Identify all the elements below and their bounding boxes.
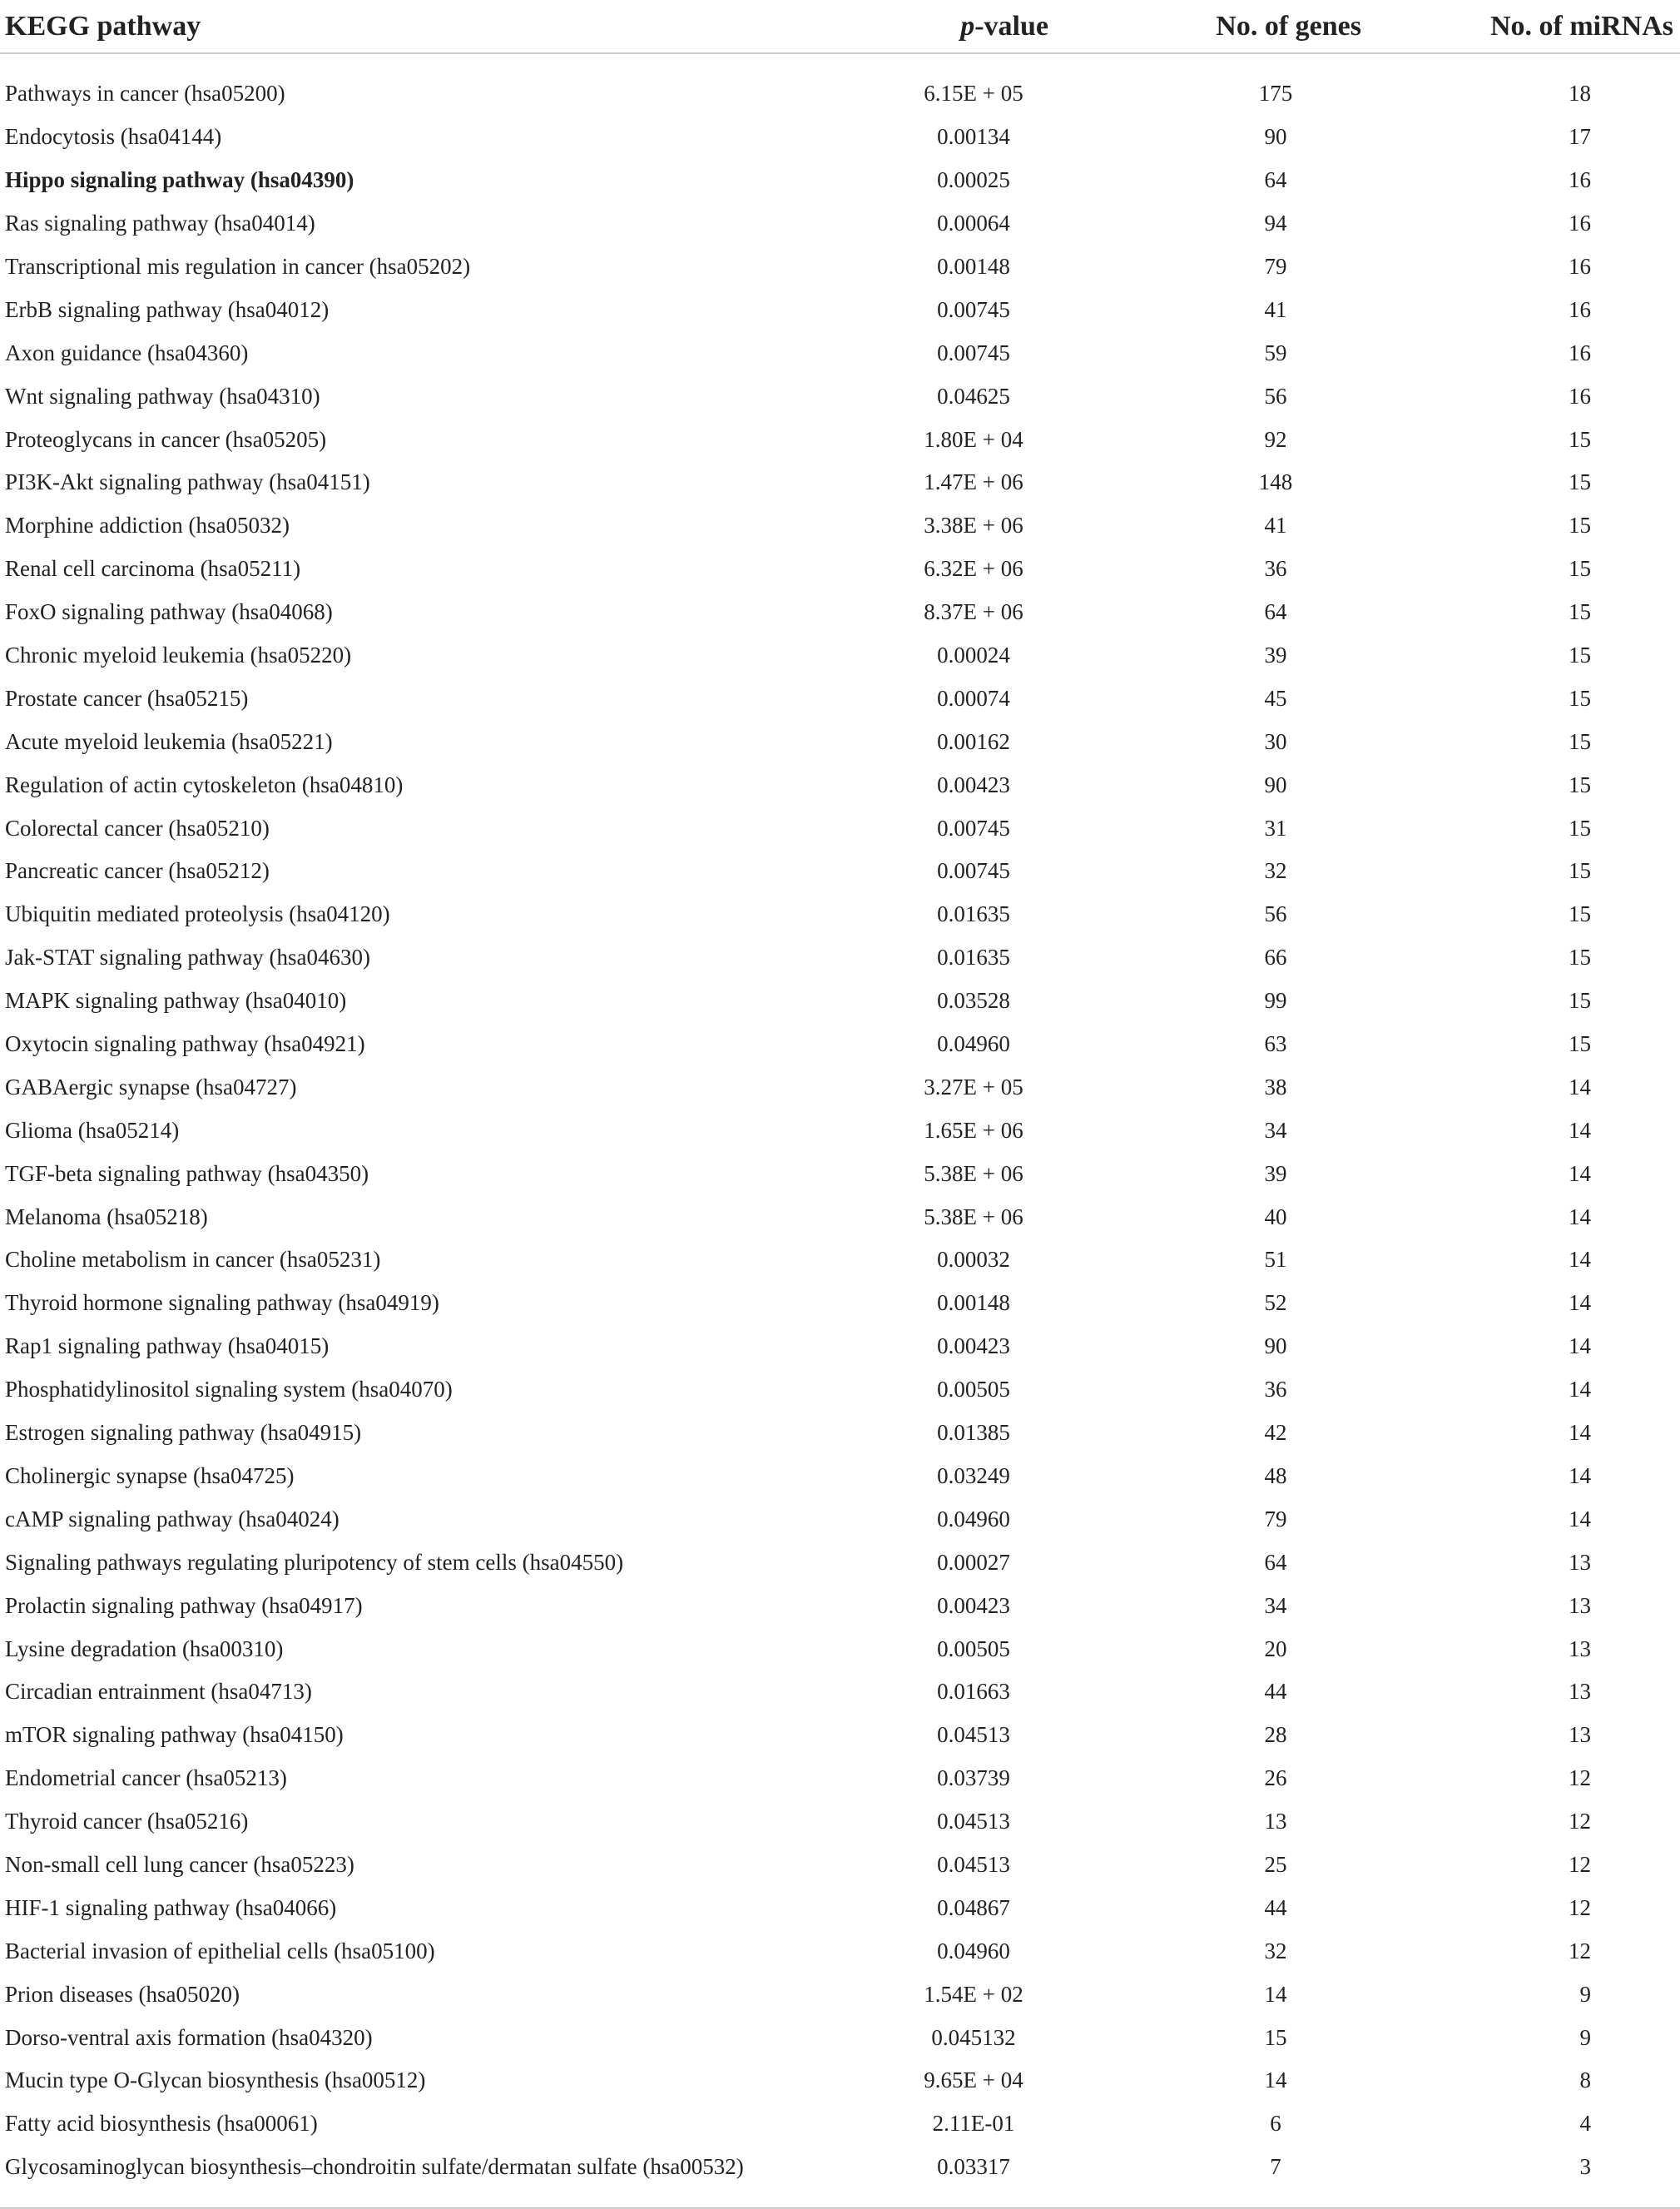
pathway-cell: Ras signaling pathway (hsa04014) (5, 211, 315, 236)
table-row (0, 2146, 1680, 2189)
pathway-cell: Signaling pathways regulating pluripotency of stem cells (hsa04550) (5, 1549, 624, 1575)
table-row (0, 980, 1680, 1023)
p-value-cell: 0.00745 (937, 296, 1010, 322)
gene-count-cell: 48 (1264, 1462, 1287, 1488)
mirna-count-cell: 14 (1568, 1117, 1591, 1143)
gene-count-cell: 41 (1264, 296, 1287, 322)
table-row (0, 1714, 1680, 1757)
gene-count-cell: 39 (1264, 1160, 1287, 1186)
table-row (0, 1929, 1680, 1973)
gene-count-cell: 56 (1264, 901, 1287, 927)
table-row (0, 1844, 1680, 1887)
p-value-cell: 0.00025 (937, 167, 1010, 193)
table-row (0, 504, 1680, 548)
pathway-cell: Estrogen signaling pathway (hsa04915) (5, 1420, 362, 1446)
gene-count-cell: 51 (1264, 1247, 1287, 1273)
p-value-cell: 2.11E-01 (932, 2111, 1015, 2137)
p-value-cell: 0.04513 (937, 1851, 1010, 1877)
table-header (0, 0, 1680, 53)
gene-count-cell: 64 (1264, 599, 1287, 625)
mirna-count-cell: 15 (1568, 1031, 1591, 1057)
gene-count-cell: 32 (1264, 858, 1287, 884)
mirna-count-cell: 15 (1568, 728, 1591, 754)
mirna-count-cell: 15 (1568, 901, 1591, 927)
header-no-of-genes: No. of genes (1073, 0, 1378, 53)
p-value-cell: 3.27E + 05 (924, 1074, 1023, 1100)
pathway-cell: TGF-beta signaling pathway (hsa04350) (5, 1160, 369, 1186)
pathway-cell: Non-small cell lung cancer (hsa05223) (5, 1851, 354, 1877)
mirna-count-cell: 14 (1568, 1247, 1591, 1273)
pathway-cell: Thyroid cancer (hsa05216) (5, 1809, 249, 1834)
mirna-count-cell: 15 (1568, 685, 1591, 711)
p-value-cell: 0.00423 (937, 772, 1010, 797)
table-row (0, 72, 1680, 116)
gene-count-cell: 175 (1258, 81, 1293, 107)
table-row (0, 548, 1680, 591)
pathway-cell: Jak-STAT signaling pathway (hsa04630) (5, 945, 371, 970)
p-value-cell: 0.00162 (937, 728, 1010, 754)
table-row (0, 1541, 1680, 1584)
table-row (0, 2016, 1680, 2059)
pathway-cell: Rap1 signaling pathway (hsa04015) (5, 1333, 330, 1359)
mirna-count-cell: 15 (1568, 599, 1591, 625)
mirna-count-cell: 16 (1568, 340, 1591, 365)
pathway-cell: Pathways in cancer (hsa05200) (5, 81, 285, 107)
pathway-cell: Chronic myeloid leukemia (hsa05220) (5, 643, 352, 668)
pathway-cell: Transcriptional mis regulation in cancer (hsa05202) (5, 254, 471, 279)
pathway-cell: MAPK signaling pathway (hsa04010) (5, 988, 347, 1014)
pathway-cell: Colorectal cancer (hsa05210) (5, 815, 270, 841)
pathway-cell: Endocytosis (hsa04144) (5, 124, 222, 150)
p-value-cell: 0.00064 (937, 211, 1010, 236)
table-row (0, 1152, 1680, 1195)
p-value-cell: 1.80E + 04 (924, 426, 1023, 452)
table-row (0, 2059, 1680, 2102)
table-row (0, 1627, 1680, 1670)
pathway-cell: Axon guidance (hsa04360) (5, 340, 249, 365)
p-value-cell: 0.01635 (937, 945, 1010, 970)
gene-count-cell: 20 (1264, 1636, 1287, 1661)
table-row (0, 331, 1680, 375)
mirna-count-cell: 15 (1568, 426, 1591, 452)
pathway-cell: Proteoglycans in cancer (hsa05205) (5, 426, 327, 452)
gene-count-cell: 41 (1264, 513, 1287, 539)
p-value-cell: 5.38E + 06 (924, 1204, 1023, 1229)
header-p-value (840, 0, 1073, 53)
p-value-cell: 6.32E + 06 (924, 556, 1023, 582)
pathway-cell: Phosphatidylinositol signaling system (hsa04070) (5, 1377, 453, 1402)
table-row (0, 1109, 1680, 1152)
pathway-cell: Ubiquitin mediated proteolysis (hsa04120) (5, 901, 390, 927)
p-value-cell: 5.38E + 06 (924, 1160, 1023, 1186)
table-row (0, 1368, 1680, 1412)
pathway-cell: Thyroid hormone signaling pathway (hsa04919) (5, 1290, 439, 1316)
p-value-cell: 0.01663 (937, 1679, 1010, 1705)
pathway-cell: HIF-1 signaling pathway (hsa04066) (5, 1894, 337, 1920)
gene-count-cell: 44 (1264, 1679, 1287, 1705)
gene-count-cell: 66 (1264, 945, 1287, 970)
gene-count-cell: 14 (1264, 2068, 1287, 2093)
gene-count-cell: 32 (1264, 1938, 1287, 1963)
table-row (0, 763, 1680, 807)
gene-count-cell: 39 (1264, 643, 1287, 668)
gene-count-cell: 30 (1264, 728, 1287, 754)
pathway-cell: Bacterial invasion of epithelial cells (hsa05100) (5, 1938, 435, 1963)
gene-count-cell: 56 (1264, 383, 1287, 409)
mirna-count-cell: 15 (1568, 772, 1591, 797)
spacer-row (0, 2189, 1680, 2208)
table-row (0, 1195, 1680, 1239)
mirna-count-cell: 16 (1568, 383, 1591, 409)
p-value-cell: 3.38E + 06 (924, 513, 1023, 539)
gene-count-cell: 26 (1264, 1765, 1287, 1791)
table-row (0, 375, 1680, 418)
pathway-cell: Circadian entrainment (hsa04713) (5, 1679, 312, 1705)
table-row (0, 1023, 1680, 1066)
gene-count-cell: 99 (1264, 988, 1287, 1014)
p-value-cell: 0.00423 (937, 1333, 1010, 1359)
pathway-cell: Dorso-ventral axis formation (hsa04320) (5, 2024, 373, 2050)
table-row (0, 246, 1680, 289)
p-value-cell: 0.00423 (937, 1592, 1010, 1618)
gene-count-cell: 79 (1264, 1506, 1287, 1531)
gene-count-cell: 31 (1264, 815, 1287, 841)
p-value-cell: 0.045132 (931, 2024, 1016, 2050)
mirna-count-cell: 4 (1579, 2111, 1591, 2137)
p-value-cell: 0.04867 (937, 1894, 1010, 1920)
p-value-cell: 0.04513 (937, 1722, 1010, 1748)
p-value-cell: 0.00745 (937, 858, 1010, 884)
p-value-cell: 0.00032 (937, 1247, 1010, 1273)
pathway-cell: cAMP signaling pathway (hsa04024) (5, 1506, 339, 1531)
table-row (0, 461, 1680, 504)
mirna-count-cell: 14 (1568, 1204, 1591, 1229)
mirna-count-cell: 15 (1568, 643, 1591, 668)
gene-count-cell: 14 (1264, 1981, 1287, 2007)
mirna-count-cell: 12 (1568, 1765, 1591, 1791)
gene-count-cell: 15 (1264, 2024, 1287, 2050)
header-p-italic: p (960, 10, 975, 42)
pathway-cell: Fatty acid biosynthesis (hsa00061) (5, 2111, 318, 2137)
p-value-cell: 0.04960 (937, 1506, 1010, 1531)
header-no-of-mirnas: No. of miRNAs (1378, 0, 1680, 53)
pathway-cell: Lysine degradation (hsa00310) (5, 1636, 284, 1661)
p-value-cell: 0.04960 (937, 1031, 1010, 1057)
table-row (0, 1497, 1680, 1541)
table-row (0, 202, 1680, 246)
gene-count-cell: 44 (1264, 1894, 1287, 1920)
mirna-count-cell: 14 (1568, 1506, 1591, 1531)
mirna-count-cell: 15 (1568, 815, 1591, 841)
pathway-cell: Choline metabolism in cancer (hsa05231) (5, 1247, 381, 1273)
spacer-row (0, 53, 1680, 72)
mirna-count-cell: 18 (1568, 81, 1591, 107)
gene-count-cell: 64 (1264, 167, 1287, 193)
gene-count-cell: 45 (1264, 685, 1287, 711)
table-row (0, 893, 1680, 936)
gene-count-cell: 64 (1264, 1549, 1287, 1575)
pathway-cell: Hippo signaling pathway (hsa04390) (5, 167, 354, 193)
gene-count-cell: 6 (1270, 2111, 1281, 2137)
table-row (0, 288, 1680, 331)
table-row (0, 936, 1680, 980)
mirna-count-cell: 13 (1568, 1592, 1591, 1618)
p-value-cell: 0.04625 (937, 383, 1010, 409)
p-value-cell: 9.65E + 04 (924, 2068, 1023, 2093)
gene-count-cell: 28 (1264, 1722, 1287, 1748)
mirna-count-cell: 12 (1568, 1938, 1591, 1963)
table-row (0, 1886, 1680, 1929)
table-row (0, 1800, 1680, 1844)
table-row (0, 591, 1680, 634)
p-value-cell: 0.03249 (937, 1462, 1010, 1488)
pathway-cell: Regulation of actin cytoskeleton (hsa04810) (5, 772, 404, 797)
mirna-count-cell: 15 (1568, 988, 1591, 1014)
pathway-cell: Endometrial cancer (hsa05213) (5, 1765, 287, 1791)
mirna-count-cell: 14 (1568, 1420, 1591, 1446)
table-body (0, 53, 1680, 2208)
pathway-cell: Mucin type O-Glycan biosynthesis (hsa00512) (5, 2068, 426, 2093)
gene-count-cell: 63 (1264, 1031, 1287, 1057)
mirna-count-cell: 12 (1568, 1851, 1591, 1877)
p-value-cell: 0.00745 (937, 340, 1010, 365)
gene-count-cell: 40 (1264, 1204, 1287, 1229)
mirna-count-cell: 8 (1579, 2068, 1591, 2093)
p-value-cell: 0.00505 (937, 1636, 1010, 1661)
pathway-cell: Prolactin signaling pathway (hsa04917) (5, 1592, 363, 1618)
table-row (0, 1239, 1680, 1282)
pathway-cell: Glioma (hsa05214) (5, 1117, 180, 1143)
p-value-cell: 0.00024 (937, 643, 1010, 668)
mirna-count-cell: 14 (1568, 1160, 1591, 1186)
p-value-cell: 1.54E + 02 (924, 1981, 1023, 2007)
mirna-count-cell: 13 (1568, 1679, 1591, 1705)
gene-count-cell: 94 (1264, 211, 1287, 236)
p-value-cell: 0.04513 (937, 1809, 1010, 1834)
gene-count-cell: 90 (1264, 1333, 1287, 1359)
table-row (0, 1282, 1680, 1325)
gene-count-cell: 92 (1264, 426, 1287, 452)
table-row (0, 116, 1680, 159)
mirna-count-cell: 12 (1568, 1809, 1591, 1834)
gene-count-cell: 38 (1264, 1074, 1287, 1100)
p-value-cell: 0.00134 (937, 124, 1010, 150)
p-value-cell: 0.00745 (937, 815, 1010, 841)
pathway-cell: Glycosaminoglycan biosynthesis–chondroitin sulfate/dermatan sulfate (hsa00532) (5, 2154, 744, 2180)
gene-count-cell: 52 (1264, 1290, 1287, 1316)
mirna-count-cell: 9 (1579, 2024, 1591, 2050)
gene-count-cell: 79 (1264, 254, 1287, 279)
gene-count-cell: 42 (1264, 1420, 1287, 1446)
table-row (0, 1757, 1680, 1800)
table-row (0, 1973, 1680, 2016)
header-p-rest: -value (974, 10, 1048, 42)
mirna-count-cell: 14 (1568, 1074, 1591, 1100)
mirna-count-cell: 13 (1568, 1636, 1591, 1661)
mirna-count-cell: 15 (1568, 513, 1591, 539)
p-value-cell: 0.03739 (937, 1765, 1010, 1791)
mirna-count-cell: 15 (1568, 469, 1591, 495)
p-value-cell: 0.01635 (937, 901, 1010, 927)
table-row (0, 807, 1680, 850)
table-row (0, 1412, 1680, 1455)
mirna-count-cell: 14 (1568, 1333, 1591, 1359)
gene-count-cell: 7 (1270, 2154, 1281, 2180)
header-row (0, 0, 1680, 53)
pathway-cell: GABAergic synapse (hsa04727) (5, 1074, 297, 1100)
mirna-count-cell: 14 (1568, 1377, 1591, 1402)
pathway-cell: FoxO signaling pathway (hsa04068) (5, 599, 333, 625)
pathway-cell: Oxytocin signaling pathway (hsa04921) (5, 1031, 365, 1057)
gene-count-cell: 148 (1258, 469, 1293, 495)
table-bottom-rule (0, 2189, 1680, 2208)
p-value-cell: 0.03317 (937, 2154, 1010, 2180)
gene-count-cell: 90 (1264, 124, 1287, 150)
mirna-count-cell: 16 (1568, 167, 1591, 193)
table-row (0, 634, 1680, 678)
gene-count-cell: 90 (1264, 772, 1287, 797)
gene-count-cell: 13 (1264, 1809, 1287, 1834)
pathway-cell: Acute myeloid leukemia (hsa05221) (5, 728, 333, 754)
table-row (0, 720, 1680, 763)
pathway-cell: PI3K-Akt signaling pathway (hsa04151) (5, 469, 370, 495)
p-value-cell: 0.00074 (937, 685, 1010, 711)
pathway-cell: ErbB signaling pathway (hsa04012) (5, 296, 330, 322)
p-value-cell: 0.04960 (937, 1938, 1010, 1963)
p-value-cell: 0.00148 (937, 1290, 1010, 1316)
gene-count-cell: 59 (1264, 340, 1287, 365)
pathway-cell: mTOR signaling pathway (hsa04150) (5, 1722, 344, 1748)
p-value-cell: 6.15E + 05 (924, 81, 1023, 107)
p-value-cell: 0.03528 (937, 988, 1010, 1014)
table-row (0, 1065, 1680, 1109)
pathway-cell: Melanoma (hsa05218) (5, 1204, 208, 1229)
pathway-cell: Prostate cancer (hsa05215) (5, 685, 249, 711)
gene-count-cell: 36 (1264, 556, 1287, 582)
mirna-count-cell: 3 (1579, 2154, 1591, 2180)
mirna-count-cell: 17 (1568, 124, 1591, 150)
mirna-count-cell: 14 (1568, 1290, 1591, 1316)
p-value-cell: 8.37E + 06 (924, 599, 1023, 625)
table-row (0, 1670, 1680, 1714)
pathway-cell: Cholinergic synapse (hsa04725) (5, 1462, 295, 1488)
mirna-count-cell: 16 (1568, 254, 1591, 279)
mirna-count-cell: 16 (1568, 211, 1591, 236)
p-value-cell: 0.00148 (937, 254, 1010, 279)
mirna-count-cell: 14 (1568, 1462, 1591, 1488)
p-value-cell: 0.01385 (937, 1420, 1010, 1446)
table-row (0, 159, 1680, 202)
table-row (0, 677, 1680, 720)
gene-count-cell: 25 (1264, 1851, 1287, 1877)
mirna-count-cell: 13 (1568, 1549, 1591, 1575)
table-row (0, 1584, 1680, 1627)
gene-count-cell: 36 (1264, 1377, 1287, 1402)
pathway-cell: Prion diseases (hsa05020) (5, 1981, 240, 2007)
p-value-cell: 0.00027 (937, 1549, 1010, 1575)
gene-count-cell: 34 (1264, 1117, 1287, 1143)
mirna-count-cell: 16 (1568, 296, 1591, 322)
mirna-count-cell: 12 (1568, 1894, 1591, 1920)
mirna-count-cell: 15 (1568, 556, 1591, 582)
mirna-count-cell: 15 (1568, 858, 1591, 884)
header-kegg-pathway: KEGG pathway (0, 0, 840, 53)
p-value-cell: 1.65E + 06 (924, 1117, 1023, 1143)
pathway-cell: Pancreatic cancer (hsa05212) (5, 858, 270, 884)
mirna-count-cell: 15 (1568, 945, 1591, 970)
table-row (0, 1455, 1680, 1498)
table-row (0, 850, 1680, 893)
pathway-cell: Renal cell carcinoma (hsa05211) (5, 556, 301, 582)
p-value-cell: 0.00505 (937, 1377, 1010, 1402)
pathway-cell: Morphine addiction (hsa05032) (5, 513, 290, 539)
table-row (0, 1325, 1680, 1368)
mirna-count-cell: 9 (1579, 1981, 1591, 2007)
p-value-cell: 1.47E + 06 (924, 469, 1023, 495)
table-row (0, 418, 1680, 461)
mirna-count-cell: 13 (1568, 1722, 1591, 1748)
table-row (0, 2102, 1680, 2146)
gene-count-cell: 34 (1264, 1592, 1287, 1618)
pathway-cell: Wnt signaling pathway (hsa04310) (5, 383, 320, 409)
